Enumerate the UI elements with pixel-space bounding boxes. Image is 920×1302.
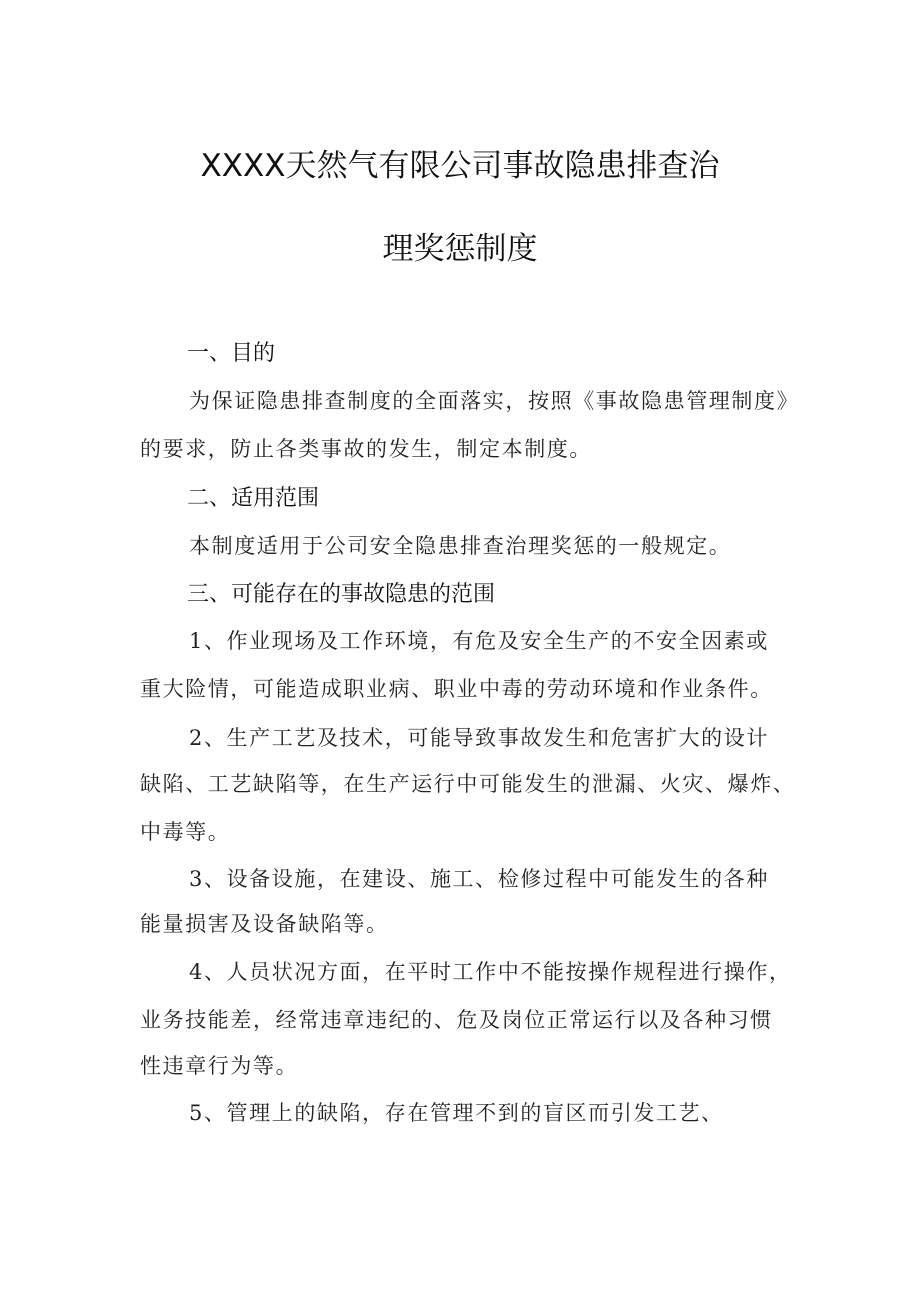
paragraph-line: 为保证隐患排查制度的全面落实，按照《事故隐患管理制度》 xyxy=(189,389,800,413)
list-item-2-line: 中毒等。 xyxy=(140,820,231,844)
list-item-4-line: 4、人员状况方面，在平时工作中不能按操作规程进行操作， xyxy=(189,960,792,984)
list-item-2-line: 2、生产工艺及技术，可能导致事故发生和危害扩大的设计 xyxy=(189,726,769,750)
list-item-5-line: 5、管理上的缺陷，存在管理不到的盲区而引发工艺、 xyxy=(189,1101,724,1125)
section-heading-purpose: 一、目的 xyxy=(187,341,276,366)
list-item-1-line: 1、作业现场及工作环境，有危及安全生产的不安全因素或 xyxy=(189,629,769,653)
list-item-2-line: 缺陷、工艺缺陷等，在生产运行中可能发生的泄漏、火灾、爆炸、 xyxy=(140,772,796,796)
list-item-3-line: 能量损害及设备缺陷等。 xyxy=(140,912,389,936)
paragraph-line: 本制度适用于公司安全隐患排查治理奖惩的一般规定。 xyxy=(189,534,732,558)
list-item-4-line: 业务技能差，经常违章违纪的、危及岗位正常运行以及各种习惯 xyxy=(140,1008,773,1032)
section-heading-scope: 二、适用范围 xyxy=(187,486,320,511)
list-item-4-line: 性违章行为等。 xyxy=(140,1054,299,1078)
list-item-3-line: 3、设备设施，在建设、施工、检修过程中可能发生的各种 xyxy=(189,867,769,891)
document-title-line-1: XXXX天然气有限公司事故隐患排查治 xyxy=(200,148,720,184)
document-title-line-2: 理奖惩制度 xyxy=(382,231,538,267)
list-item-1-line: 重大险情，可能造成职业病、职业中毒的劳动环境和作业条件。 xyxy=(140,677,773,701)
section-heading-hazard-scope: 三、可能存在的事故隐患的范围 xyxy=(187,582,496,607)
paragraph-line: 的要求，防止各类事故的发生，制定本制度。 xyxy=(140,437,592,461)
